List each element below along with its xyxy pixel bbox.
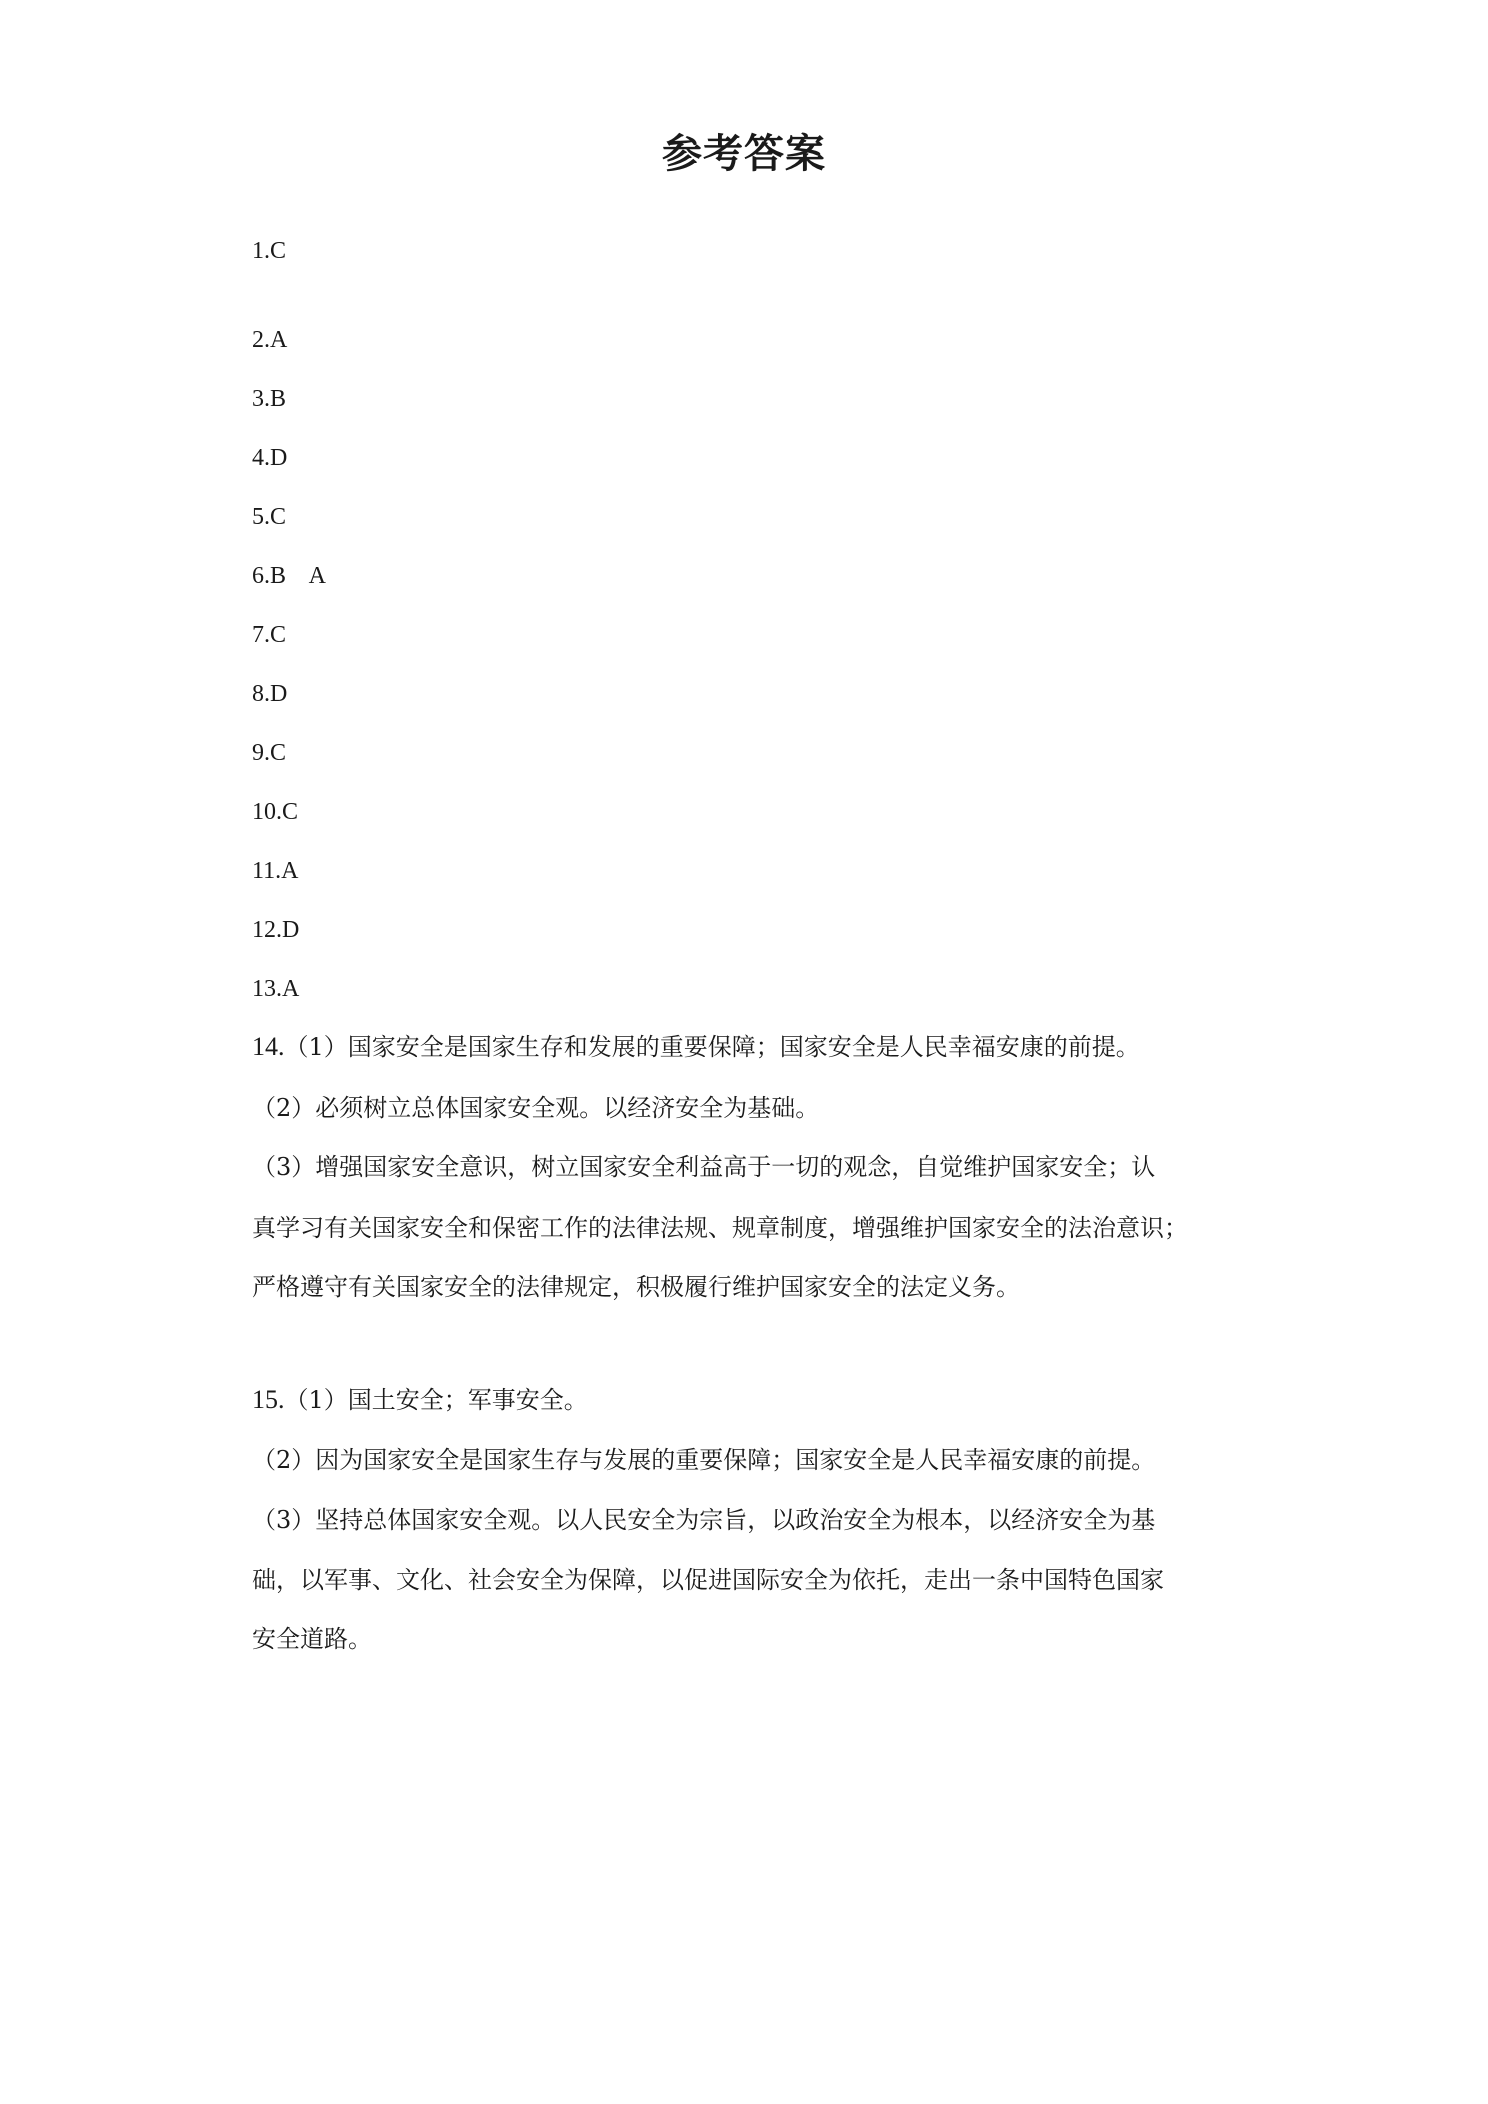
answer-4: 4.D — [252, 445, 288, 471]
question-14-part-3 — [252, 1152, 1252, 1182]
question-15-part-1 — [252, 1385, 1252, 1415]
question-15-part-3-line-3: 安全道路。 — [252, 1625, 372, 1653]
answer-7: 7.C — [252, 622, 287, 648]
answer-2: 2.A — [252, 327, 288, 353]
question-14-part-3-end — [252, 1272, 1252, 1302]
question-14-part-3-line-2: 真学习有关国家安全和保密工作的法律法规、规章制度，增强维护国家安全的法治意识； — [252, 1214, 1188, 1242]
question-14-part-3-continued — [252, 1213, 1252, 1243]
answer-3: 3.B — [252, 386, 287, 412]
question-14-part-1-text: （1）国家安全是国家生存和发展的重要保障；国家安全是人民幸福安康的前提。 — [284, 1033, 1140, 1061]
question-14-part-3-line-1: （3）增强国家安全意识，树立国家安全利益高于一切的观念，自觉维护国家安全；认 — [252, 1153, 1156, 1181]
question-15-part-1-text: （1）国土安全；军事安全。 — [284, 1386, 588, 1414]
answer-12: 12.D — [252, 917, 300, 943]
question-15-number: 15. — [252, 1385, 285, 1414]
answer-13: 13.A — [252, 976, 300, 1002]
question-15-part-2 — [252, 1445, 1252, 1475]
answer-10: 10.C — [252, 799, 299, 825]
question-15-part-2-text: （2）因为国家安全是国家生存与发展的重要保障；国家安全是人民幸福安康的前提。 — [252, 1446, 1156, 1474]
question-15-part-3 — [252, 1505, 1252, 1535]
answer-1: 1.C — [252, 238, 287, 264]
answer-6: 6.B A — [252, 563, 327, 589]
question-15-part-3-end — [252, 1624, 1252, 1654]
question-14-part-2-text: （2）必须树立总体国家安全观。以经济安全为基础。 — [252, 1094, 820, 1122]
question-14-part-1 — [252, 1032, 1252, 1062]
question-14-number: 14. — [252, 1032, 285, 1061]
question-15-part-3-line-2: 础，以军事、文化、社会安全为保障，以促进国际安全为依托，走出一条中国特色国家 — [252, 1566, 1164, 1594]
answer-8: 8.D — [252, 681, 288, 707]
answer-9: 9.C — [252, 740, 287, 766]
question-14-part-3-line-3: 严格遵守有关国家安全的法律规定，积极履行维护国家安全的法定义务。 — [252, 1273, 1020, 1301]
answer-5: 5.C — [252, 504, 287, 530]
question-15-part-3-line-1: （3）坚持总体国家安全观。以人民安全为宗旨，以政治安全为根本，以经济安全为基 — [252, 1506, 1156, 1534]
page-title: 参考答案 — [662, 131, 826, 177]
question-14-part-2 — [252, 1093, 1252, 1123]
question-15-part-3-continued — [252, 1565, 1252, 1595]
answer-11: 11.A — [252, 858, 299, 884]
